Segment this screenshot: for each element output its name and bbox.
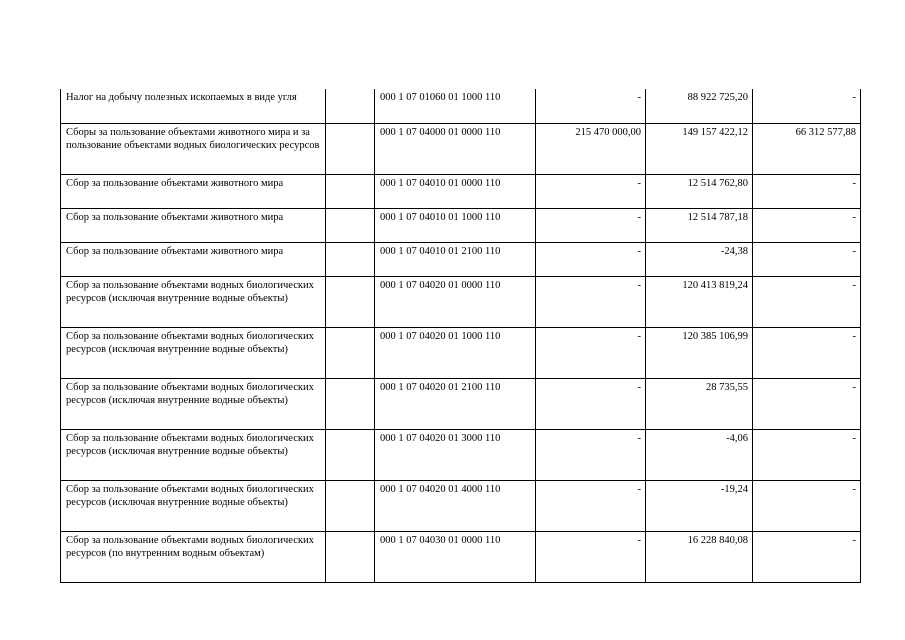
row-code-cell: 000 1 07 04010 01 2100 110 <box>375 242 536 276</box>
row-code-cell: 000 1 07 04020 01 0000 110 <box>375 276 536 327</box>
row-name-cell: Сбор за пользование объектами животного мира <box>61 242 326 276</box>
row-executed-cell: -19,24 <box>646 480 753 531</box>
row-blank-cell <box>326 208 375 242</box>
row-code-cell: 000 1 07 04010 01 1000 110 <box>375 208 536 242</box>
row-code-cell: 000 1 07 04020 01 4000 110 <box>375 480 536 531</box>
table-row <box>61 327 861 378</box>
row-executed-cell: 88 922 725,20 <box>646 89 753 123</box>
row-blank-cell <box>326 123 375 174</box>
row-name-cell: Сбор за пользование объектами водных биологических ресурсов (исключая внутренние водные объекты) <box>61 276 326 327</box>
row-executed-cell: -4,06 <box>646 429 753 480</box>
row-unexecuted-cell: - <box>753 174 861 208</box>
table-row <box>61 531 861 582</box>
row-approved-cell: - <box>536 276 646 327</box>
row-code-cell: 000 1 07 04020 01 2100 110 <box>375 378 536 429</box>
row-name-cell: Сборы за пользование объектами животного мира и за пользование объектами водных биологических ресурсов <box>61 123 326 174</box>
table-body <box>61 89 861 582</box>
row-unexecuted-cell: - <box>753 276 861 327</box>
row-name-cell: Сбор за пользование объектами животного мира <box>61 174 326 208</box>
row-approved-cell: - <box>536 531 646 582</box>
table-row <box>61 378 861 429</box>
table-row <box>61 89 861 123</box>
row-code-cell: 000 1 07 04020 01 3000 110 <box>375 429 536 480</box>
row-name-cell: Сбор за пользование объектами водных биологических ресурсов (исключая внутренние водные объекты) <box>61 480 326 531</box>
row-executed-cell: -24,38 <box>646 242 753 276</box>
row-executed-cell: 28 735,55 <box>646 378 753 429</box>
row-blank-cell <box>326 327 375 378</box>
row-approved-cell: - <box>536 208 646 242</box>
row-executed-cell: 12 514 787,18 <box>646 208 753 242</box>
row-approved-cell: - <box>536 327 646 378</box>
table-row <box>61 174 861 208</box>
row-approved-cell: - <box>536 480 646 531</box>
row-name-cell: Сбор за пользование объектами водных биологических ресурсов (исключая внутренние водные объекты) <box>61 429 326 480</box>
row-executed-cell: 12 514 762,80 <box>646 174 753 208</box>
row-code-cell: 000 1 07 04010 01 0000 110 <box>375 174 536 208</box>
table-row <box>61 429 861 480</box>
row-unexecuted-cell: - <box>753 531 861 582</box>
row-approved-cell: - <box>536 378 646 429</box>
row-unexecuted-cell: - <box>753 327 861 378</box>
row-name-cell: Сбор за пользование объектами водных биологических ресурсов (исключая внутренние водные объекты) <box>61 327 326 378</box>
row-code-cell: 000 1 07 01060 01 1000 110 <box>375 89 536 123</box>
table-row <box>61 276 861 327</box>
row-name-cell: Сбор за пользование объектами водных биологических ресурсов (исключая внутренние водные объекты) <box>61 378 326 429</box>
row-name-cell: Сбор за пользование объектами животного мира <box>61 208 326 242</box>
row-code-cell: 000 1 07 04030 01 0000 110 <box>375 531 536 582</box>
row-approved-cell: 215 470 000,00 <box>536 123 646 174</box>
row-blank-cell <box>326 480 375 531</box>
budget-execution-table <box>60 89 861 583</box>
row-approved-cell: - <box>536 174 646 208</box>
table-row <box>61 242 861 276</box>
row-blank-cell <box>326 276 375 327</box>
row-name-cell: Сбор за пользование объектами водных биологических ресурсов (по внутренним водным объектам) <box>61 531 326 582</box>
row-name-cell: Налог на добычу полезных ископаемых в виде угля <box>61 89 326 123</box>
row-code-cell: 000 1 07 04000 01 0000 110 <box>375 123 536 174</box>
row-blank-cell <box>326 89 375 123</box>
row-unexecuted-cell: 66 312 577,88 <box>753 123 861 174</box>
row-executed-cell: 149 157 422,12 <box>646 123 753 174</box>
row-unexecuted-cell: - <box>753 429 861 480</box>
row-approved-cell: - <box>536 89 646 123</box>
row-blank-cell <box>326 174 375 208</box>
row-unexecuted-cell: - <box>753 208 861 242</box>
table-row <box>61 208 861 242</box>
row-executed-cell: 16 228 840,08 <box>646 531 753 582</box>
table-row <box>61 123 861 174</box>
row-unexecuted-cell: - <box>753 480 861 531</box>
row-code-cell: 000 1 07 04020 01 1000 110 <box>375 327 536 378</box>
row-blank-cell <box>326 429 375 480</box>
row-executed-cell: 120 385 106,99 <box>646 327 753 378</box>
row-unexecuted-cell: - <box>753 378 861 429</box>
row-approved-cell: - <box>536 242 646 276</box>
row-approved-cell: - <box>536 429 646 480</box>
row-blank-cell <box>326 531 375 582</box>
row-unexecuted-cell: - <box>753 242 861 276</box>
row-unexecuted-cell: - <box>753 89 861 123</box>
row-blank-cell <box>326 378 375 429</box>
row-blank-cell <box>326 242 375 276</box>
table-row <box>61 480 861 531</box>
row-executed-cell: 120 413 819,24 <box>646 276 753 327</box>
